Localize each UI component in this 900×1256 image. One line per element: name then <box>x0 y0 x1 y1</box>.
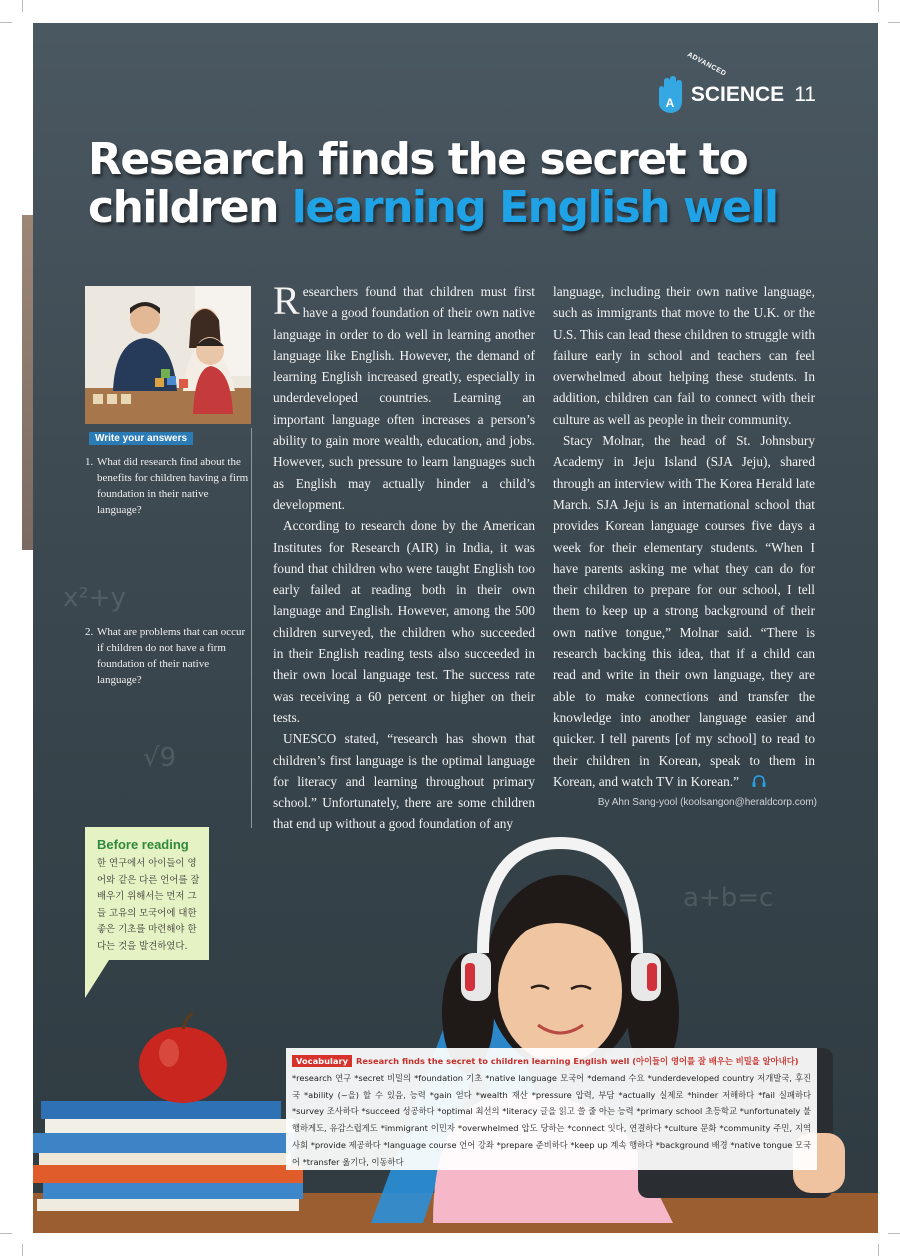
apple <box>139 1013 227 1103</box>
badge-level-label: ADVANCED <box>685 51 728 78</box>
paragraph-text: Stacy Molnar, the head of St. Johnsbury Academy in Jeju Island (SJA Jeju), shared through an interview with The Korea Herald late March. SJA Jeju is an international school that provides Korean language courses five days a week for their elementary students. “When I have parents asking me what they can do for their children to prepare for our school, I tell them to keep up a strong background of their own native tongue,” Molnar said. “There is research backing this idea, that if a child can read and write in their own language, they are able to make connections and transfer the knowledge into another language easier and quicker. I tell parents [of my school] to read to their children in Korean, speak to them in Korean, and watch TV in Korean.” <box>553 433 815 789</box>
before-reading-text: 한 연구에서 아이들이 영어와 같은 다른 언어를 잘 배우기 위해서는 먼저 그들 고유의 모국어에 대한 좋은 기초를 마련해야 한다는 것을 발견하였다. <box>97 858 200 952</box>
question-number: 2. <box>85 626 94 638</box>
advanced-hand-icon <box>655 75 685 115</box>
question-item <box>85 624 250 688</box>
crop-mark <box>0 22 12 23</box>
facing-page-strip <box>22 215 33 550</box>
page-number: 11 <box>794 83 816 106</box>
vocabulary-list: *research 연구 *secret 비밀의 *foundation 기초 *native language 모국어 *demand 수요 *underdeveloped country 저개발국, 후진국 *ability (~을) 할 수 있음, 능력 *gain 얻다 *wealth 재산 *pressure 압력, 부담 *actually 실제로 *hinder 저해하다 *fail 실패하다 *survey 조사하다 *succeed 성공하다 *optimal 최선의 *literacy 글을 읽고 쓸 줄 아는 능력 *primary school 초등학교 *unfortunately 불행하게도, 유감스럽게도 *immigrant 이민자 *overwhelmed 압도 당하는 *connect 잇다, 연결하다 *culture 문화 *community 주민, 지역 사회 *provide 제공하다 *language course 언어 강좌 *prepare 준비하다 *keep up 계속 행하다 *background 배경 *native tongue 모국어 *transfer 옮기다, 이동하다 <box>292 1072 811 1167</box>
book-stack <box>33 1101 303 1211</box>
headline-highlight: learning English well <box>291 182 778 233</box>
question-number: 1. <box>85 456 94 468</box>
chalk-doodle: √9 <box>143 743 177 773</box>
article-column-2 <box>553 281 815 792</box>
crop-mark <box>878 0 879 12</box>
chalk-doodle: x²+y <box>63 583 126 613</box>
headline-line-2 <box>88 184 778 232</box>
headline <box>88 136 778 232</box>
article-paragraph: According to research done by the American Institutes for Research (AIR) in India, it was found that children who were taught English too early failed at reading both in their own language and English. However, among the 500 children surveyed, the children who succeeded in their English reading tests also succeeded in their own local language test. The success rate was receiving a 60 percent or higher on their tests. <box>273 518 535 725</box>
vocabulary-label: Vocabulary <box>292 1055 352 1067</box>
family-photo <box>85 286 251 424</box>
section-name: SCIENCE <box>690 83 785 106</box>
before-reading-title: Before reading <box>97 837 189 852</box>
headline-plain: children <box>88 182 292 233</box>
question-item <box>85 454 250 518</box>
crop-mark <box>0 1233 12 1234</box>
article-paragraph <box>553 430 815 792</box>
crop-mark <box>22 0 23 12</box>
headphones-icon <box>742 772 756 784</box>
vocabulary-title: Research finds the secret to children learning English well (아이들이 영어를 잘 배우는 비밀을 알아내다) <box>355 1056 799 1066</box>
crop-mark <box>878 1244 879 1256</box>
vocabulary-header <box>292 1053 811 1070</box>
badge-letter: A <box>665 96 675 110</box>
write-your-answers-panel <box>85 428 252 828</box>
section-badge <box>655 75 816 115</box>
byline: By Ahn Sang-yool (koolsangon@heraldcorp.com) <box>597 797 817 808</box>
question-text: What are problems that can occur if children do not have a firm foundation of their native language? <box>97 626 246 686</box>
crop-mark <box>888 1233 900 1234</box>
chalk-doodle: a+b=c <box>683 883 774 913</box>
crop-mark <box>888 22 900 23</box>
answers-label: Write your answers <box>89 432 193 445</box>
crop-mark <box>22 1244 23 1256</box>
drop-cap: R <box>273 278 300 323</box>
article-column-1 <box>273 278 535 835</box>
article-paragraph: language, including their own native language, such as immigrants that move to the U.K. or the U.S. This can lead these children to struggle with failure early in school and teachers can feel overwhelmed about helping these students. In addition, children can fail to connect with their culture as well as people in their community. <box>553 284 815 427</box>
question-text: What did research find about the benefits for children having a firm foundation in their native language? <box>97 456 249 516</box>
magazine-page <box>33 23 878 1233</box>
vocabulary-box <box>286 1048 817 1170</box>
paragraph-text: esearchers found that children must first have a good foundation of their own native language in order to do well in learning another language like English. However, the demand of learning English increased greatly, especially in underdeveloped countries. Learning an important language often increases a person’s ability to gain more wealth, education, and jobs. However, such pressure to learn languages such as English may actually hinder a child’s development. <box>273 284 535 512</box>
headline-line-1: Research finds the secret to <box>88 134 748 185</box>
article-paragraph <box>273 278 535 515</box>
article-paragraph: UNESCO stated, “research has shown that children’s first language is the optimal language for literacy and learning throughout primary school.” Unfortunately, there are some children that end up without a good foundation of any <box>273 731 535 832</box>
